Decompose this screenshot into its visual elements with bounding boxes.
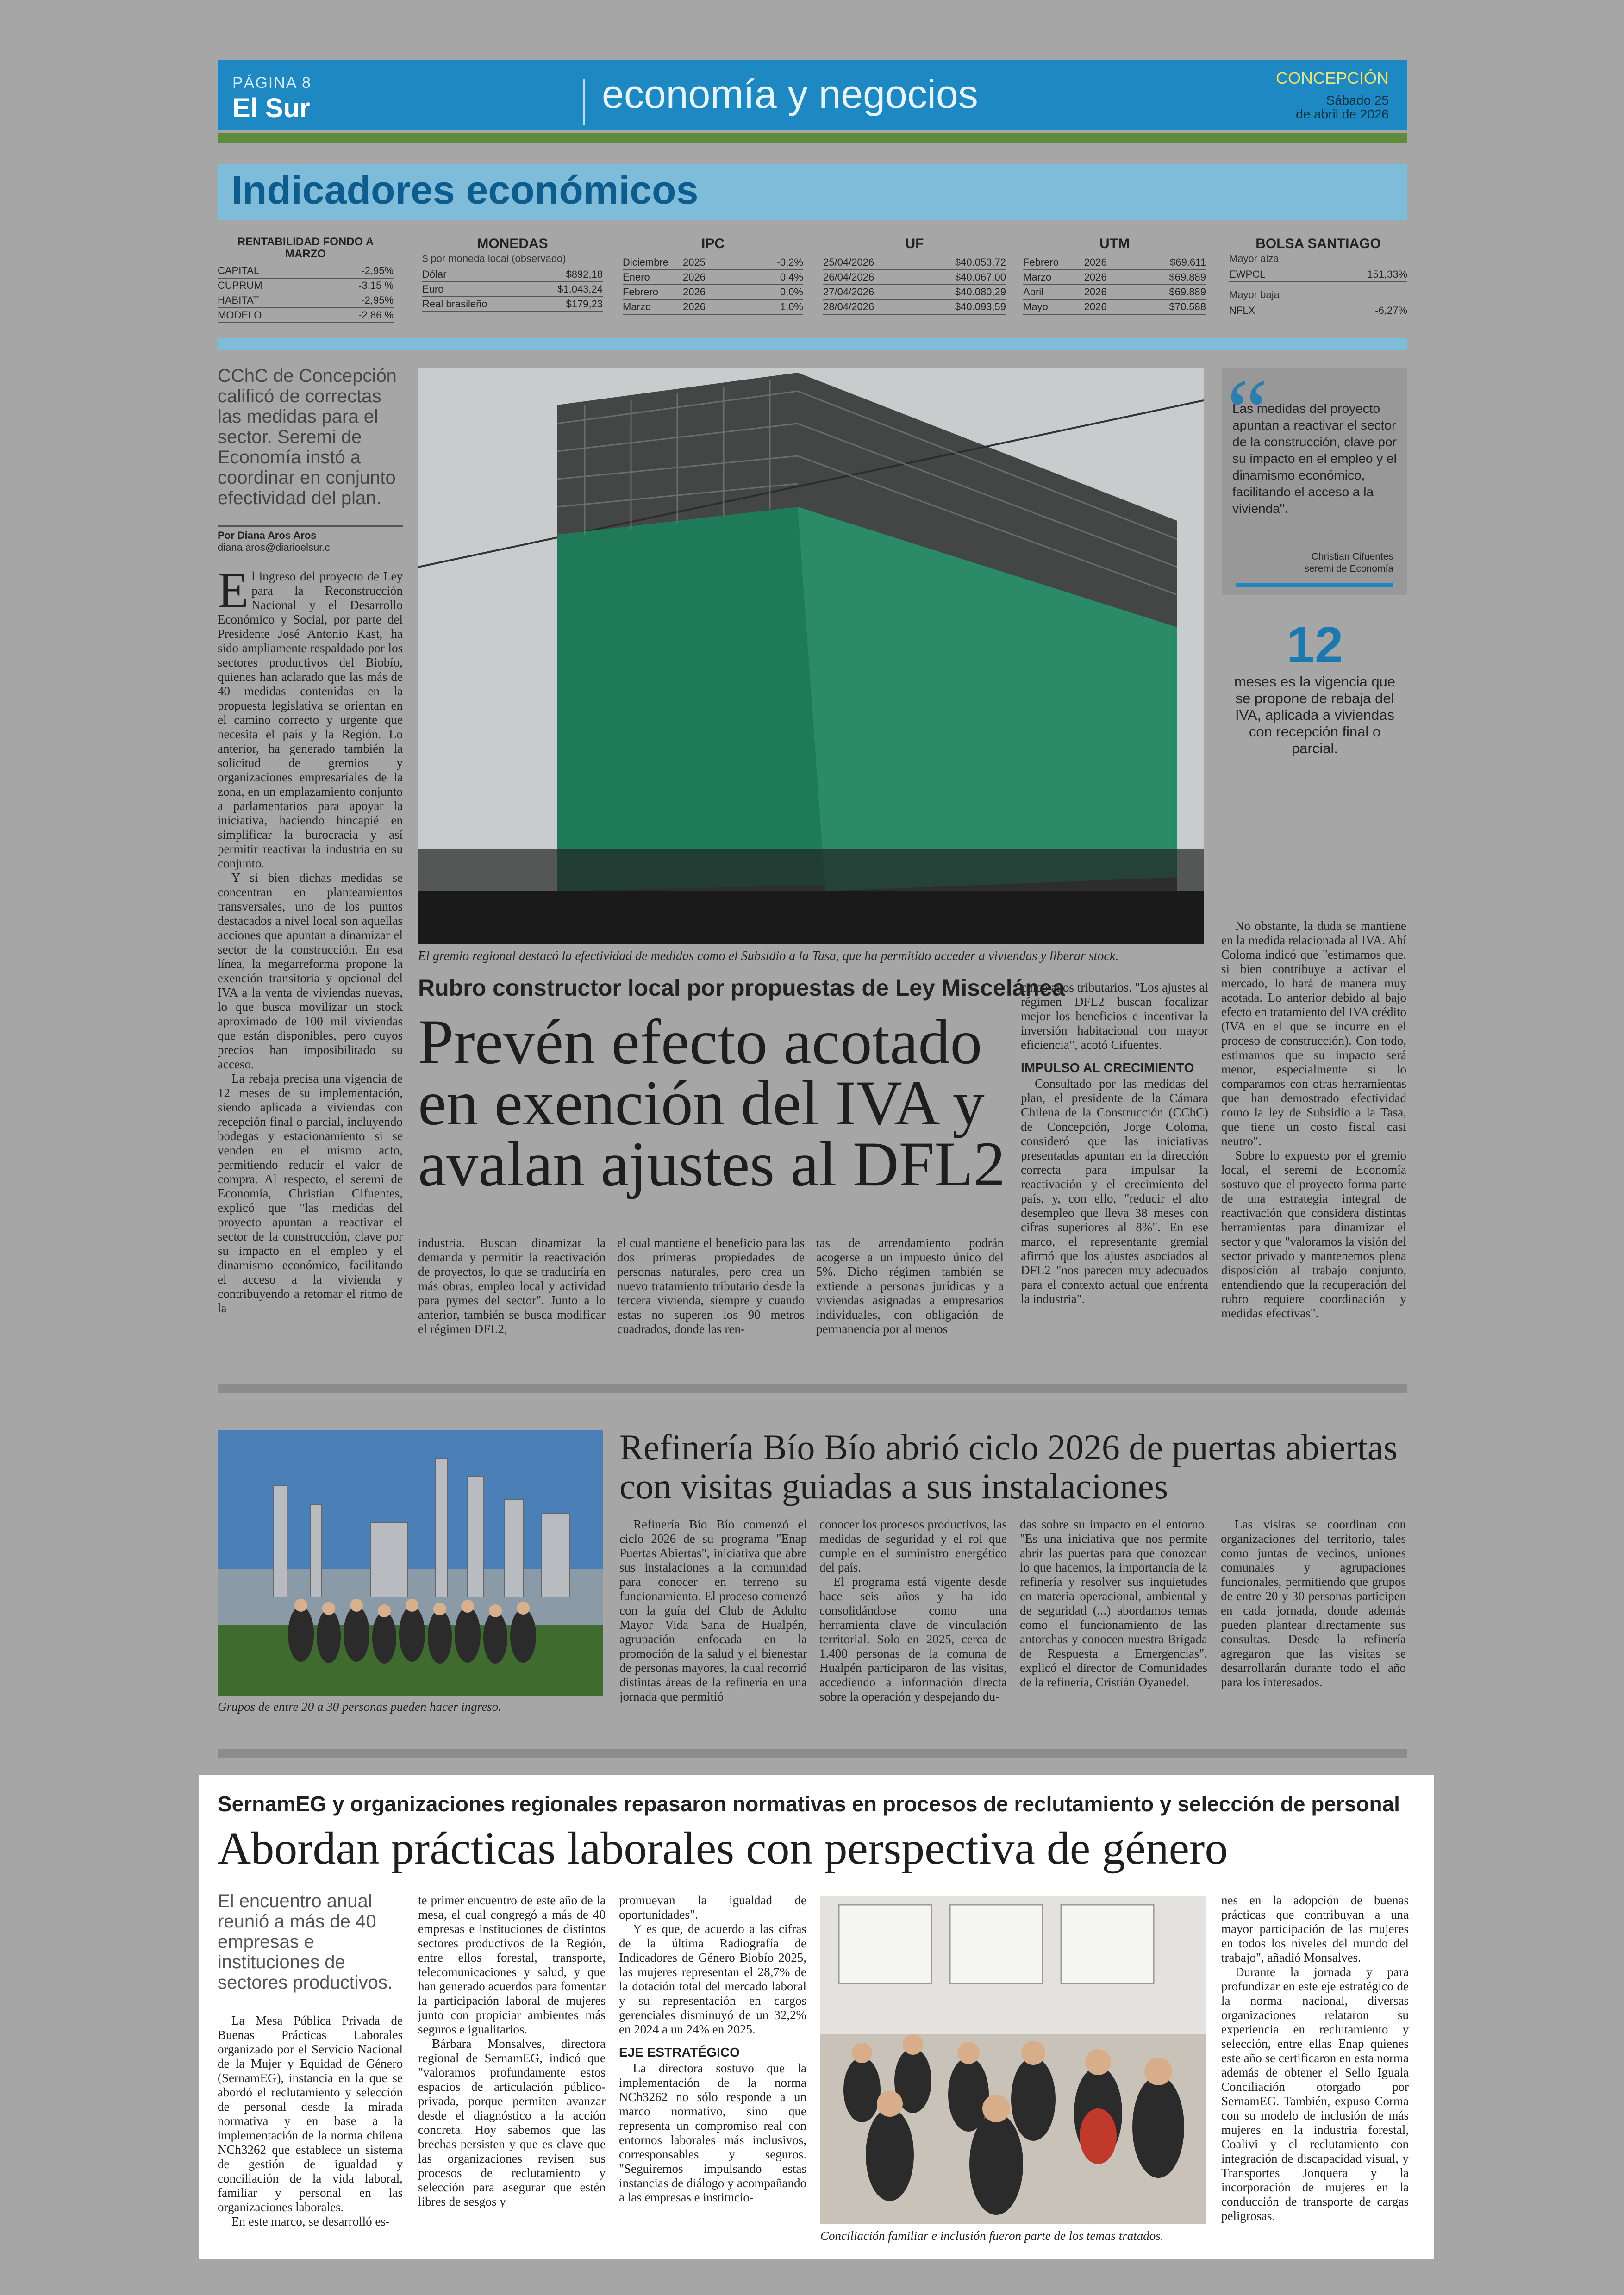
quote-rule — [1236, 583, 1393, 587]
masthead — [218, 60, 1407, 130]
article-paragraph: Bárbara Monsalves, directora regional de SernamEG, indicó que "valoramos profundamente estos espacios de articulación público-privada, porque permiten avanzar desde el diagnóstico a la acción concreta. Hoy sabemos que las brechas persisten y que es clave que las organizaciones revisen sus procesos de reclutamiento y selección para asegurar que estén libres de sesgos y — [418, 2037, 606, 2208]
table-row: 28/04/2026 $40.093,59 — [823, 300, 1006, 315]
bolsa-title: BOLSA SANTIAGO — [1255, 236, 1381, 251]
article-column — [1021, 980, 1208, 1306]
section-separator — [218, 1384, 1407, 1393]
article-column — [619, 1893, 806, 2205]
article-column — [1221, 1893, 1409, 2223]
article-column — [619, 1517, 807, 1704]
article-column — [1221, 1517, 1406, 1690]
article-paragraph: Y si bien dichas medidas se concentran en planteamientos transversales, uno de los puntos destacados a nivel local son aquellas acciones que apuntan a dinamizar el sector de la construcción. En esa línea, la megarreforma propone la exención transitoria y opcional del IVA a la venta de viviendas nuevas, lo que busca movilizar un stock aproximado de 100 mil viviendas que están disponibles, pero cuyos precios han imposibilitado su acceso. — [218, 871, 403, 1071]
date-line-1: Sábado 25 — [1326, 93, 1389, 107]
quote-mark-icon: “ — [1227, 361, 1268, 463]
photo-caption: Grupos de entre 20 a 30 personas pueden hacer ingreso. — [218, 1700, 501, 1714]
table-row: Marzo 2026 $69.889 — [1023, 270, 1206, 285]
article-paragraph: En este marco, se desarrolló es- — [231, 2214, 390, 2228]
quote-attribution — [1304, 551, 1393, 575]
article-paragraph: te primer encuentro de este año de la mesa, el cual congregó a más de 40 empresas e instituciones de distintos sectores productivos de la Región, entre ellos forestal, transporte, telecomunicaciones y salud, y que han generado acuerdos para fomentar la participación laboral de mujeres junto con propiciar ambientes más seguros e igualitarios. — [418, 1893, 606, 2036]
article-kicker: Rubro constructor local por propuestas de Ley Miscelánea — [418, 975, 1065, 1001]
bolsa-alza-label: Mayor alza — [1229, 253, 1279, 264]
ipc-table — [623, 236, 803, 315]
table-row: Marzo 2026 1,0% — [623, 300, 803, 315]
refinery-illustration — [218, 1430, 603, 1696]
author-name: Por Diana Aros Aros — [218, 530, 317, 541]
masthead-divider — [583, 79, 585, 125]
ipc-title: IPC — [701, 236, 725, 251]
article-paragraph: Las visitas se coordinan con organizaciones del territorio, tales como juntas de vecinos, uniones comunales y agrupaciones funcionales, permitiendo que grupos de entre 20 y 30 personas participen en cada jornada, donde además pueden plantear directamente sus consultas. Desde la refinería agregaron que las visitas se desarrollarán durante todo el año para los interesados. — [1221, 1517, 1406, 1689]
table-row: Febrero 2026 0,0% — [623, 285, 803, 300]
quote-name: Christian Cifuentes — [1311, 551, 1393, 562]
quote-role: seremi de Economía — [1304, 563, 1393, 574]
table-row: EWPCL 151,33% — [1229, 268, 1407, 282]
city-label: CONCEPCIÓN — [1275, 69, 1389, 87]
article-deck: CChC de Concepción calificó de correctas las medidas para el sector. Seremi de Economía instó a coordinar en conjunto efectividad del plan. — [218, 366, 397, 508]
section-title: economía y negocios — [602, 72, 978, 117]
table-row: 27/04/2026 $40.080,29 — [823, 285, 1006, 300]
meeting-photo — [820, 1896, 1206, 2224]
article-paragraph: El programa está vigente desde hace seis años y ha ido consolidándose como una herramienta clave de vinculación territorial. Solo en 2025, cerca de 1.400 personas de la comuna de Hualpén participaron de las visitas, accediendo a información directa sobre la operación y despejando du- — [819, 1575, 1007, 1703]
monedas-subtitle: $ por moneda local (observado) — [422, 253, 566, 264]
article-paragraph: El ingreso del proyecto de Ley para la Reconstrucción Nacional y el Desarrollo Económico y Social, por parte del Presidente José Antonio Kast, ha sido ampliamente respaldado por los sectores productivos del Biobío, quienes han aclarado que las más de 40 medidas contenidas en la propuesta legislativa se orientan en el camino correcto y urgente que necesita el país y la Región. Lo anterior, ha generado también la solicitud de gremios y organizaciones empresariales de la zona, en un emplazamiento conjunto a parlamentarios para apoyar la iniciativa, haciendo hincapié en simplificar la burocracia y así permitir reactivar la industria en su conjunto. — [218, 562, 403, 870]
article-column: das sobre su impacto en el entorno. "Es una iniciativa que nos permite abrir las puertas para que conozcan lo que hacemos, la importancia de la refinería y resolver sus inquietudes en materia operacional, ambiental y de seguridad (...) abordamos temas como el funcionamiento de las antorchas y conocen nuestra Brigada de Respuesta a Emergencias", explicó el director de Comunidades de la refinería, Cristián Oyanedel. — [1020, 1517, 1207, 1689]
article-column: tas de arrendamiento podrán acogerse a un impuesto único del 5%. Dicho régimen también se extiende a personas jurídicas y a viviendas asignadas a empresarios individuales, con obligación de permanencia por al menos — [816, 1236, 1004, 1336]
table-row: CUPRUM -3,15 % — [218, 279, 394, 293]
table-row: HABITAT -2,95% — [218, 293, 394, 308]
article-paragraph: conocer los procesos productivos, las medidas de seguridad y el rol que cumple en el suministro energético del país. — [819, 1517, 1007, 1574]
table-row: Diciembre 2025 -0,2% — [623, 256, 803, 270]
photo-caption: El gremio regional destacó la efectividad de medidas como el Subsidio a la Tasa, que ha permitido acceder a viviendas y liberar stock. — [418, 949, 1119, 963]
article-paragraph: La directora sostuvo que la implementación de la norma NCh3262 no sólo responde a un marco normativo, sino que representa un compromiso real con entornos laborales más inclusivos, corresponsables y seguros. "Seguiremos impulsando estas instancias de diálogo y acompañando a las empresas e institucio- — [619, 2061, 806, 2204]
date-label — [1296, 94, 1389, 121]
table-row: 26/04/2026 $40.067,00 — [823, 270, 1006, 285]
article-subhead: IMPULSO AL CRECIMIENTO — [1021, 1060, 1194, 1075]
article-kicker: SernamEG y organizaciones regionales repasaron normativas en procesos de reclutamiento y selección de personal — [218, 1792, 1400, 1816]
construction-photo — [418, 368, 1204, 944]
monedas-title: MONEDAS — [477, 236, 548, 251]
article-column: industria. Buscan dinamizar la demanda y permitir la reactivación de proyectos, lo que se traduciría en más obras, empleo local y actividad para pymes del sector". Junto a lo anterior, también se busca modificar el régimen DFL2, — [418, 1236, 606, 1336]
uf-table — [823, 236, 1006, 315]
article-deck: El encuentro anual reunió a más de 40 empresas e instituciones de sectores productivos. — [218, 1891, 393, 1993]
article-column-left — [218, 562, 403, 1316]
article-paragraph: promuevan la igualdad de oportunidades". — [619, 1893, 806, 1921]
table-row: 25/04/2026 $40.053,72 — [823, 256, 1006, 270]
header-green-rule — [218, 133, 1407, 143]
table-row: CAPITAL -2,95% — [218, 264, 394, 279]
uf-title: UF — [905, 236, 924, 251]
fondo-table — [218, 236, 394, 323]
date-line-2: de abril de 2026 — [1296, 107, 1389, 121]
table-row: MODELO -2,86 % — [218, 308, 394, 323]
section-separator — [218, 1749, 1407, 1758]
utm-table — [1023, 236, 1206, 315]
refinery-photo — [218, 1430, 603, 1696]
table-row: Real brasileño $179,23 — [422, 297, 603, 312]
page-label: PÁGINA 8 — [232, 74, 312, 92]
bolsa-baja-label: Mayor baja — [1229, 289, 1280, 300]
article-headline: Refinería Bío Bío abrió ciclo 2026 de puertas abiertas con visitas guiadas a sus instalaciones — [619, 1427, 1398, 1506]
article-column — [418, 1893, 606, 2209]
table-row: Mayo 2026 $70.588 — [1023, 300, 1206, 315]
article-column — [218, 2014, 403, 2229]
article-paragraph: nes en la adopción de buenas prácticas que contribuyan a una mayor participación de las mujeres en todos los niveles del mundo del trabajo", añadió Monsalves. — [1221, 1893, 1409, 1964]
author-email[interactable]: diana.aros@diarioelsur.cl — [218, 542, 332, 553]
newspaper-name: El Sur — [232, 93, 310, 123]
bolsa-table — [1229, 236, 1407, 318]
article-paragraph: La Mesa Pública Privada de Buenas Prácticas Laborales organizado por el Servicio Nacional de la Mujer y Equidad de Género (SernamEG), instancia en la que se abordó el reclutamiento y selección de personal desde la mirada normativa y en base a la implementación de la norma chilena NCh3262 que establece un sistema de gestión de igualdad y conciliación de la vida laboral, familiar y personal en las organizaciones laborales. — [218, 2014, 403, 2214]
article-paragraph: Consultado por las medidas del plan, el presidente de la Cámara Chilena de la Construcción (CChC) de Concepción, Jorge Coloma, consideró que las iniciativas presentadas apuntan en la dirección correcta para impulsar la reactivación y el crecimiento del país, y, con ello, "reducir el alto desempleo que lleva 38 meses con cifras superiores al 8%". En ese marco, el representante gremial afirmó que los ajustes asociados al DFL2 "nos parecen muy adecuados para el contexto actual que enfrenta la industria". — [1021, 1077, 1208, 1306]
monedas-table — [422, 236, 603, 312]
indicators-bottom-rule — [218, 338, 1407, 350]
table-row: Dólar $892,18 — [422, 268, 603, 282]
byline — [218, 525, 403, 554]
table-row: Abril 2026 $69.889 — [1023, 285, 1206, 300]
meeting-illustration — [820, 1896, 1206, 2224]
article-paragraph: No obstante, la duda se mantiene en la medida relacionada al IVA. Ahí Coloma indicó que "estimamos que, si bien contribuye a activar el mercado, lo hará de manera muy acotada. Lo anterior debido al bajo efecto en tratamiento del IVA crédito (IVA en el que se incurre en el proceso de construcción). Con todo, estimamos que su impacto será menor, especialmente si lo comparamos con otras herramientas que han demostrado efectividad como la ley de Subsidio a la Tasa, que tiene un costo fiscal casi neutro". — [1221, 919, 1406, 1148]
article-column — [819, 1517, 1007, 1704]
photo-caption: Conciliación familiar e inclusión fueron parte de los temas tratados. — [820, 2229, 1164, 2243]
stat-description: meses es la vigencia que se propone de rebaja del IVA, aplicada a viviendas con recepción final o parcial. — [1234, 674, 1396, 756]
article-headline: Abordan prácticas laborales con perspectiva de género — [218, 1822, 1228, 1874]
article-paragraph: cinco años tributarios. "Los ajustes al régimen DFL2 buscan focalizar mejor los beneficios e incentivar la inversión habitacional con mayor eficiencia", acotó Cifuentes. — [1021, 980, 1208, 1052]
stat-number: 12 — [1286, 617, 1343, 674]
table-row: Febrero 2026 $69.611 — [1023, 256, 1206, 270]
utm-title: UTM — [1099, 236, 1130, 251]
article-paragraph: Durante la jornada y para profundizar en este eje estratégico de la norma nacional, diversas organizaciones relataron su experiencia en reclutamiento y selección, entre ellas Enap quienes este año se certificaron en esta norma además de obtener el Sello Iguala Conciliación otorgado por SernamEG. También, expuso Corma con su modelo de inclusión de más mujeres en la industria forestal, Coalivi y el reclutamiento con integración de discapacidad visual, y Transportes Jonquera y la incorporación de mujeres en la conducción de transporte de cargas peligrosas. — [1221, 1965, 1409, 2223]
fondo-title: RENTABILIDAD FONDO A MARZO — [237, 236, 374, 260]
article-headline: Prevén efecto acotado en exención del IVA y avalan ajustes al DFL2 — [418, 1006, 1006, 1199]
indicators-title: Indicadores económicos — [231, 168, 699, 212]
article-column: el cual mantiene el beneficio para las dos primeras propiedades de personas naturales, pero crea un nuevo tratamiento tributario desde la tercera vivienda, siempre y cuando estas no superen los 90 metros cuadrados, donde las ren- — [617, 1236, 805, 1336]
table-row: Euro $1.043,24 — [422, 282, 603, 297]
table-row: Enero 2026 0,4% — [623, 270, 803, 285]
article-paragraph: Y es que, de acuerdo a las cifras de la última Radiografía de Indicadores de Género Biobío 2025, las mujeres representan el 28,7% de la dotación total del mercado laboral y su representación en cargos gerenciales disminuyó de un 32,2% en 2024 a un 24% en 2025. — [619, 1922, 806, 2036]
article-paragraph: La rebaja precisa una vigencia de 12 meses de su implementación, siendo aplicada a viviendas con recepción final o parcial, incluyendo bodegas y estacionamiento si se venden en el mismo acto, permitiendo reducir el valor de compra. Al respecto, el seremi de Economía, Christian Cifuentes, explicó que "las medidas del proyecto apuntan a reactivar el sector de la construcción, clave por su impacto en el empleo y el dinamismo económico, facilitando el acceso a la vivienda y contribuyendo a retomar el ritmo de la — [218, 1072, 403, 1315]
article-paragraph: Sobre lo expuesto por el gremio local, el seremi de Economía sostuvo que el proyecto forma parte de una estrategia integral de reactivación que considera distintas herramientas para dinamizar el sector y que "valoramos la visión del sector privado y mantenemos plena disposición al trabajo conjunto, entendiendo que la recuperación del rubro requiere coordinación y medidas efectivas". — [1221, 1148, 1406, 1320]
building-illustration — [418, 368, 1204, 944]
article-subhead: EJE ESTRATÉGICO — [619, 2045, 740, 2059]
quote-text: Las medidas del proyecto apuntan a reactivar el sector de la construcción, clave por su impacto en el empleo y el dinamismo económico, facilitando el acceso a la vivienda". — [1232, 401, 1397, 516]
table-row: NFLX -6,27% — [1229, 304, 1407, 318]
article-paragraph: Refinería Bío Bío comenzó el ciclo 2026 de su programa "Enap Puertas Abiertas", iniciativa que abre sus instalaciones a la comunidad para conocer en terreno su funcionamiento. El proceso comenzó con la guía del Club de Adulto Mayor Vida Sana de Hualpén, agrupación enfocada en la promoción de la salud y el bienestar de personas mayores, la cual recorrió distintas áreas de la refinería en una jornada que permitió — [619, 1517, 807, 1703]
article-column-right — [1221, 919, 1406, 1321]
pull-quote — [1222, 361, 1407, 595]
